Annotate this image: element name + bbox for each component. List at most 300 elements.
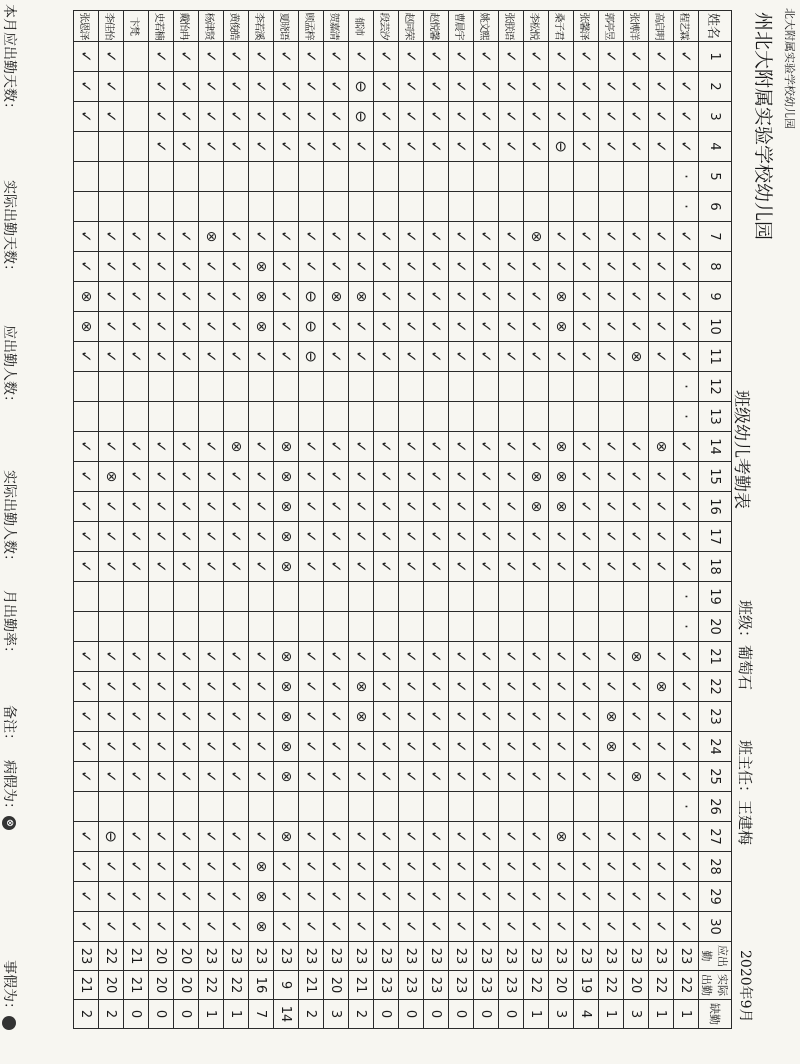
attendance-cell: ✓ — [99, 342, 124, 372]
attendance-cell — [299, 372, 324, 402]
attendance-cell: ✓ — [374, 912, 399, 942]
attendance-cell: ✓ — [474, 342, 499, 372]
due-count: 20 — [174, 942, 199, 971]
attendance-cell: ✓ — [674, 72, 699, 102]
attendance-cell — [324, 582, 349, 612]
attendance-cell — [299, 402, 324, 432]
attendance-cell: ✓ — [149, 762, 174, 792]
attendance-cell: ⊗ — [224, 432, 249, 462]
attendance-cell: ⊗ — [324, 282, 349, 312]
due-count: 23 — [399, 942, 424, 971]
attendance-cell — [99, 402, 124, 432]
attendance-cell: ✓ — [549, 552, 574, 582]
attendance-cell: ✓ — [524, 882, 549, 912]
attendance-cell — [424, 792, 449, 822]
attendance-cell: ✓ — [99, 732, 124, 762]
attendance-cell: ✓ — [374, 132, 399, 162]
child-name: 李若溪 — [249, 11, 274, 42]
attendance-cell: ✓ — [349, 252, 374, 282]
attendance-cell: ✓ — [449, 522, 474, 552]
attendance-cell: ✓ — [574, 732, 599, 762]
attendance-cell — [649, 192, 674, 222]
attendance-cell: ✓ — [74, 702, 99, 732]
attendance-cell: ✓ — [174, 822, 199, 852]
attendance-cell: ✓ — [524, 102, 549, 132]
attendance-cell: ✓ — [574, 852, 599, 882]
attendance-cell: ✓ — [299, 822, 324, 852]
attendance-cell — [149, 582, 174, 612]
table-row — [349, 11, 374, 1029]
attendance-cell — [474, 792, 499, 822]
attendance-cell: ✓ — [474, 252, 499, 282]
child-name: 张恩泽 — [74, 11, 99, 42]
attendance-cell: ✓ — [274, 222, 299, 252]
absent-count: 3 — [324, 1000, 349, 1029]
attendance-cell — [349, 372, 374, 402]
attendance-cell — [299, 162, 324, 192]
due-count: 23 — [199, 942, 224, 971]
attendance-cell: ✓ — [324, 492, 349, 522]
attendance-cell: ✓ — [449, 702, 474, 732]
attendance-cell: ✓ — [224, 702, 249, 732]
attendance-cell: ✓ — [624, 312, 649, 342]
school-name: 州北大附属实验学校幼儿园 — [752, 12, 774, 241]
attendance-cell: ✓ — [424, 72, 449, 102]
attendance-cell: ⊖ — [299, 282, 324, 312]
attendance-cell: ✓ — [599, 912, 624, 942]
attendance-cell: ✓ — [499, 552, 524, 582]
attendance-cell: ✓ — [374, 312, 399, 342]
attendance-cell — [474, 162, 499, 192]
name-header: 姓名 — [699, 11, 732, 42]
actual-count: 22 — [674, 971, 699, 1000]
attendance-cell — [399, 792, 424, 822]
table-row — [599, 11, 624, 1029]
absent-count: 0 — [474, 1000, 499, 1029]
attendance-cell: ✓ — [599, 102, 624, 132]
attendance-cell: ⊗ — [549, 822, 574, 852]
attendance-cell: ✓ — [624, 852, 649, 882]
absent-count: 3 — [624, 1000, 649, 1029]
attendance-cell: ✓ — [624, 222, 649, 252]
day-header: 2 — [699, 72, 732, 102]
attendance-cell: ✓ — [574, 312, 599, 342]
attendance-cell: ✓ — [349, 762, 374, 792]
attendance-cell: ✓ — [349, 522, 374, 552]
attendance-cell — [524, 792, 549, 822]
attendance-cell: ✓ — [124, 552, 149, 582]
attendance-cell — [499, 582, 524, 612]
attendance-cell: ✓ — [199, 102, 224, 132]
attendance-cell — [224, 372, 249, 402]
attendance-cell — [124, 192, 149, 222]
attendance-cell: ✓ — [499, 852, 524, 882]
attendance-cell: ✓ — [174, 222, 199, 252]
due-people-label: 应出勤人数： — [1, 325, 17, 409]
absent-count: 0 — [374, 1000, 399, 1029]
attendance-cell: ⊖ — [549, 132, 574, 162]
day-header: 11 — [699, 342, 732, 372]
attendance-cell — [149, 162, 174, 192]
attendance-cell — [224, 792, 249, 822]
attendance-cell: ✓ — [349, 882, 374, 912]
attendance-cell: ✓ — [224, 282, 249, 312]
attendance-cell — [324, 792, 349, 822]
attendance-cell: ✓ — [649, 222, 674, 252]
attendance-cell: ✓ — [274, 282, 299, 312]
attendance-cell: ✓ — [599, 462, 624, 492]
attendance-cell: ✓ — [124, 912, 149, 942]
actual-count: 23 — [474, 971, 499, 1000]
attendance-cell: ✓ — [174, 852, 199, 882]
attendance-cell: ✓ — [424, 342, 449, 372]
actual-count: 20 — [149, 971, 174, 1000]
attendance-cell: ✓ — [499, 912, 524, 942]
attendance-cell: ⊗ — [624, 342, 649, 372]
absent-count: 2 — [74, 1000, 99, 1029]
day-header: 20 — [699, 612, 732, 642]
attendance-cell: ✓ — [324, 102, 349, 132]
attendance-cell: ✓ — [149, 72, 174, 102]
attendance-cell: ✓ — [624, 702, 649, 732]
attendance-cell: ✓ — [649, 42, 674, 72]
attendance-cell — [124, 372, 149, 402]
child-name: 顾孟梓 — [299, 11, 324, 42]
note-label: 备注： — [1, 705, 17, 747]
attendance-cell: ✓ — [474, 762, 499, 792]
attendance-cell — [549, 582, 574, 612]
personal-label: 事假为： — [0, 960, 20, 1030]
attendance-cell: ✓ — [124, 462, 149, 492]
actual-count: 23 — [374, 971, 399, 1000]
attendance-cell: ✓ — [399, 912, 424, 942]
child-name: 李松悦 — [524, 11, 549, 42]
attendance-cell: ✓ — [299, 882, 324, 912]
attendance-cell — [74, 792, 99, 822]
attendance-cell — [474, 612, 499, 642]
due-count: 23 — [474, 942, 499, 971]
attendance-cell — [174, 162, 199, 192]
attendance-cell: ✓ — [574, 642, 599, 672]
attendance-cell: ✓ — [674, 822, 699, 852]
attendance-cell: ✓ — [249, 552, 274, 582]
table-row — [174, 11, 199, 1029]
attendance-cell: ✓ — [99, 492, 124, 522]
day-header: 8 — [699, 252, 732, 282]
attendance-cell — [624, 402, 649, 432]
attendance-cell: ✓ — [424, 42, 449, 72]
attendance-cell: ✓ — [299, 102, 324, 132]
attendance-cell — [624, 372, 649, 402]
attendance-cell — [199, 402, 224, 432]
attendance-cell: ✓ — [374, 882, 399, 912]
child-name: 赵同荣 — [399, 11, 424, 42]
attendance-cell: ✓ — [624, 912, 649, 942]
child-name: 赵悦馨 — [424, 11, 449, 42]
attendance-cell: ✓ — [524, 72, 549, 102]
attendance-cell: ⊗ — [349, 672, 374, 702]
attendance-cell — [349, 192, 374, 222]
attendance-cell: ⊗ — [524, 222, 549, 252]
attendance-cell: ✓ — [524, 312, 549, 342]
attendance-cell — [99, 132, 124, 162]
attendance-cell: ✓ — [674, 252, 699, 282]
attendance-cell: ✓ — [99, 762, 124, 792]
attendance-cell: ✓ — [399, 252, 424, 282]
attendance-cell: ✓ — [324, 762, 349, 792]
attendance-cell — [99, 612, 124, 642]
rate-label: 月出勤率： — [1, 590, 17, 660]
attendance-cell: ✓ — [449, 462, 474, 492]
attendance-cell: ✓ — [474, 432, 499, 462]
attendance-cell: ✓ — [399, 72, 424, 102]
day-header: 10 — [699, 312, 732, 342]
attendance-cell: · — [674, 792, 699, 822]
actual-count: 21 — [124, 971, 149, 1000]
attendance-cell: ✓ — [149, 132, 174, 162]
attendance-cell: ✓ — [499, 702, 524, 732]
attendance-cell — [574, 792, 599, 822]
table-row — [449, 11, 474, 1029]
attendance-cell — [199, 792, 224, 822]
attendance-cell — [174, 582, 199, 612]
attendance-cell — [624, 612, 649, 642]
attendance-cell: ✓ — [524, 282, 549, 312]
attendance-cell: ✓ — [674, 132, 699, 162]
attendance-cell — [449, 162, 474, 192]
attendance-cell: ✓ — [149, 672, 174, 702]
attendance-cell: ✓ — [299, 852, 324, 882]
attendance-cell — [399, 582, 424, 612]
attendance-cell — [99, 162, 124, 192]
table-row — [324, 11, 349, 1029]
attendance-cell — [449, 402, 474, 432]
attendance-cell — [324, 402, 349, 432]
attendance-cell: ✓ — [574, 522, 599, 552]
attendance-cell: ✓ — [599, 72, 624, 102]
attendance-cell: ✓ — [224, 222, 249, 252]
attendance-cell: ✓ — [124, 852, 149, 882]
attendance-cell: ✓ — [474, 852, 499, 882]
attendance-cell: ✓ — [449, 102, 474, 132]
attendance-cell: ✓ — [249, 342, 274, 372]
attendance-cell: ⊗ — [74, 282, 99, 312]
attendance-cell: ✓ — [499, 522, 524, 552]
attendance-cell: ✓ — [449, 252, 474, 282]
attendance-cell: ✓ — [424, 132, 449, 162]
attendance-cell: ✓ — [599, 552, 624, 582]
table-row — [374, 11, 399, 1029]
attendance-cell: ✓ — [149, 252, 174, 282]
attendance-cell: ✓ — [524, 252, 549, 282]
attendance-cell: ✓ — [424, 522, 449, 552]
attendance-cell — [249, 162, 274, 192]
due-count: 23 — [674, 942, 699, 971]
attendance-cell: ✓ — [249, 72, 274, 102]
attendance-cell: ⊗ — [249, 252, 274, 282]
attendance-cell: ✓ — [649, 252, 674, 282]
actual-count: 20 — [324, 971, 349, 1000]
attendance-cell — [399, 162, 424, 192]
attendance-cell: ✓ — [424, 762, 449, 792]
attendance-cell — [324, 162, 349, 192]
due-days-label: 本月应出勤天数： — [1, 4, 17, 116]
attendance-cell: ✓ — [324, 702, 349, 732]
attendance-cell: ✓ — [424, 222, 449, 252]
attendance-cell: ✓ — [74, 672, 99, 702]
attendance-cell: ✓ — [549, 252, 574, 282]
attendance-cell: ✓ — [399, 492, 424, 522]
attendance-cell: ✓ — [274, 42, 299, 72]
attendance-cell — [449, 582, 474, 612]
attendance-cell — [299, 192, 324, 222]
attendance-cell — [174, 372, 199, 402]
attendance-cell — [124, 582, 149, 612]
attendance-cell — [249, 612, 274, 642]
attendance-cell: ✓ — [199, 342, 224, 372]
attendance-cell: ✓ — [74, 222, 99, 252]
attendance-cell: ✓ — [199, 312, 224, 342]
attendance-cell: ✓ — [349, 342, 374, 372]
absent-count: 0 — [399, 1000, 424, 1029]
attendance-cell: ✓ — [374, 102, 399, 132]
attendance-cell: ✓ — [399, 342, 424, 372]
attendance-cell — [499, 192, 524, 222]
attendance-cell: ✓ — [299, 72, 324, 102]
attendance-cell — [174, 402, 199, 432]
table-row — [524, 11, 549, 1029]
day-header: 19 — [699, 582, 732, 612]
attendance-cell — [524, 162, 549, 192]
attendance-cell: ✓ — [549, 522, 574, 552]
attendance-cell: ✓ — [149, 462, 174, 492]
attendance-cell: ✓ — [124, 342, 149, 372]
attendance-cell: ✓ — [299, 462, 324, 492]
table-row — [474, 11, 499, 1029]
child-name: 姚文熙 — [474, 11, 499, 42]
attendance-cell: ✓ — [299, 252, 324, 282]
child-name: 张博洋 — [624, 11, 649, 42]
attendance-cell: ✓ — [424, 432, 449, 462]
attendance-cell: ✓ — [599, 882, 624, 912]
day-header: 29 — [699, 882, 732, 912]
attendance-cell: ✓ — [449, 72, 474, 102]
attendance-cell — [124, 42, 149, 72]
attendance-cell: ✓ — [174, 342, 199, 372]
attendance-cell: ⊖ — [349, 72, 374, 102]
attendance-cell — [224, 402, 249, 432]
attendance-cell: ✓ — [74, 762, 99, 792]
attendance-cell: · — [674, 162, 699, 192]
attendance-cell: ⊗ — [549, 492, 574, 522]
attendance-cell — [249, 792, 274, 822]
attendance-cell: ✓ — [574, 222, 599, 252]
attendance-cell: ✓ — [549, 42, 574, 72]
attendance-cell — [399, 612, 424, 642]
day-header: 15 — [699, 462, 732, 492]
attendance-cell: ✓ — [599, 252, 624, 282]
attendance-cell: ✓ — [574, 282, 599, 312]
due-count: 23 — [549, 942, 574, 971]
table-row — [124, 11, 149, 1029]
attendance-cell: ✓ — [524, 432, 549, 462]
attendance-cell: ✓ — [99, 42, 124, 72]
header-row — [699, 11, 732, 1029]
attendance-cell: ✓ — [124, 672, 149, 702]
attendance-cell: ⊗ — [274, 672, 299, 702]
attendance-cell: ✓ — [574, 492, 599, 522]
day-header: 1 — [699, 42, 732, 72]
attendance-cell: ⊗ — [549, 312, 574, 342]
attendance-cell — [474, 582, 499, 612]
day-header: 12 — [699, 372, 732, 402]
attendance-cell — [249, 402, 274, 432]
attendance-cell: ⊗ — [249, 312, 274, 342]
due-count: 23 — [349, 942, 374, 971]
attendance-cell: ✓ — [674, 762, 699, 792]
attendance-cell: ✓ — [224, 42, 249, 72]
attendance-cell: ✓ — [299, 552, 324, 582]
day-header: 17 — [699, 522, 732, 552]
table-row — [549, 11, 574, 1029]
attendance-cell: ✓ — [474, 222, 499, 252]
attendance-cell: · — [674, 582, 699, 612]
attendance-cell: ⊗ — [624, 642, 649, 672]
attendance-cell: ✓ — [124, 282, 149, 312]
attendance-cell: ✓ — [449, 282, 474, 312]
attendance-cell: ✓ — [324, 252, 349, 282]
actual-count: 23 — [399, 971, 424, 1000]
actual-count: 22 — [524, 971, 549, 1000]
attendance-cell: ✓ — [449, 342, 474, 372]
attendance-cell: ✓ — [374, 462, 399, 492]
attendance-cell: ✓ — [249, 432, 274, 462]
actual-count: 20 — [624, 971, 649, 1000]
attendance-cell — [124, 402, 149, 432]
attendance-cell: ✓ — [674, 282, 699, 312]
attendance-cell: ✓ — [199, 762, 224, 792]
attendance-cell: ✓ — [624, 882, 649, 912]
attendance-cell: ✓ — [399, 522, 424, 552]
attendance-cell: ⊗ — [549, 432, 574, 462]
due-count: 23 — [324, 942, 349, 971]
attendance-cell: ✓ — [149, 882, 174, 912]
attendance-cell: ✓ — [399, 102, 424, 132]
attendance-cell: ✓ — [374, 672, 399, 702]
attendance-cell: ✓ — [399, 732, 424, 762]
attendance-cell: ✓ — [574, 252, 599, 282]
attendance-cell: ✓ — [374, 762, 399, 792]
attendance-cell: ✓ — [424, 102, 449, 132]
attendance-cell: ✓ — [649, 882, 674, 912]
attendance-cell — [249, 192, 274, 222]
attendance-cell: ✓ — [174, 522, 199, 552]
stamp-text: 北大附属实验学校幼儿园 — [783, 8, 796, 129]
attendance-cell: ✓ — [599, 522, 624, 552]
attendance-cell — [374, 582, 399, 612]
attendance-cell: ✓ — [324, 342, 349, 372]
teacher-label: 班主任：王建梅 — [736, 740, 754, 846]
attendance-cell: ✓ — [324, 642, 349, 672]
attendance-cell: ✓ — [224, 462, 249, 492]
attendance-cell: ✓ — [399, 312, 424, 342]
attendance-cell: ⊗ — [524, 492, 549, 522]
attendance-cell: ✓ — [624, 132, 649, 162]
attendance-cell: ✓ — [149, 552, 174, 582]
attendance-cell: ⊗ — [349, 702, 374, 732]
attendance-cell: ✓ — [574, 702, 599, 732]
attendance-cell: ✓ — [549, 852, 574, 882]
